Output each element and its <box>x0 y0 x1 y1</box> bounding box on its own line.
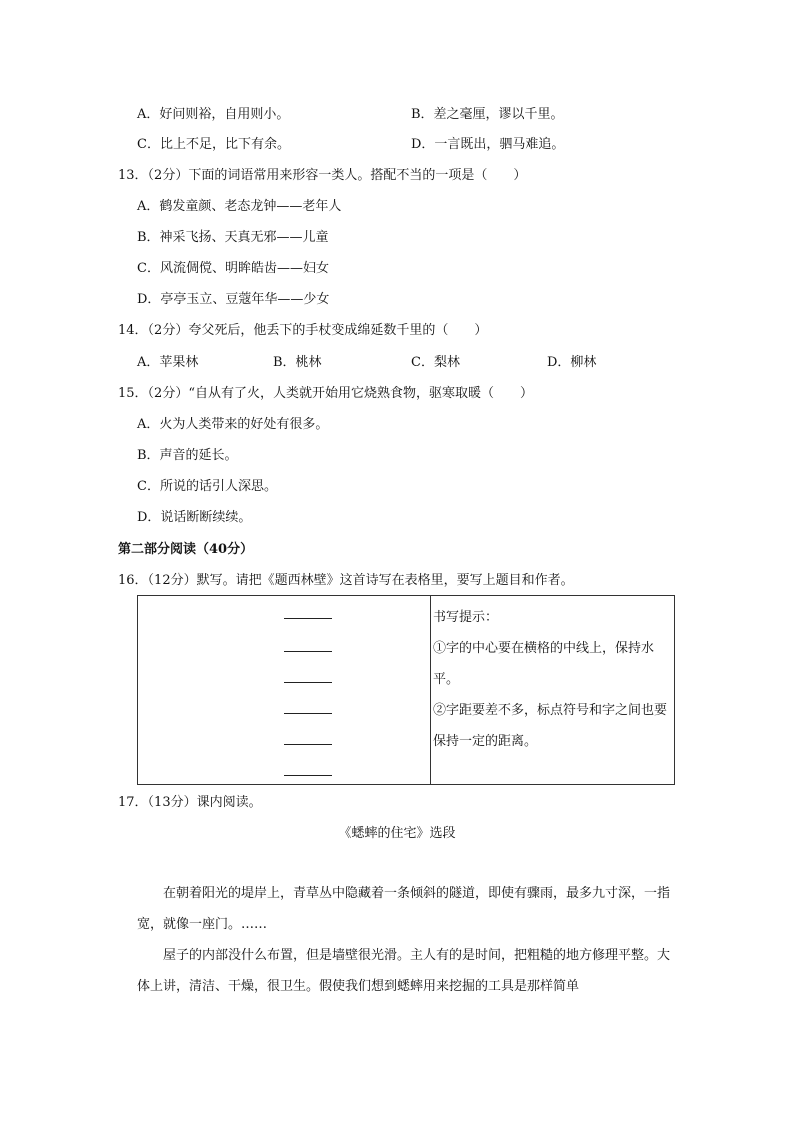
writing-blank-line[interactable] <box>284 682 332 683</box>
writing-tips-title: 书写提示： <box>433 610 499 625</box>
writing-blank-line[interactable] <box>284 775 332 776</box>
q15-option-b: B．声音的延长。 <box>137 448 238 463</box>
q12-option-c: C．比上不足，比下有余。 <box>137 137 290 152</box>
passage-paragraph-2: 屋子的内部没什么布置，但是墙壁很光滑。主人有的是时间，把粗糙的地方修理平整。大体上讲，清洁、干燥，很卫生。假使我们想到蟋蟀用来挖掘的工具是那样简单 <box>137 948 671 994</box>
q13-stem: 13．（2分）下面的词语常用来形容一类人。搭配不当的一项是（ ） <box>118 168 527 183</box>
q15-option-a: A．火为人类带来的好处有很多。 <box>137 417 329 432</box>
q14-option-a: A．苹果林 <box>137 355 199 370</box>
q15-option-d: D．说话断断续续。 <box>137 510 252 525</box>
writing-blank-line[interactable] <box>284 744 332 745</box>
writing-tip-1: ①字的中心要在横格的中线上，保持水平。 <box>433 641 655 687</box>
q14-option-b: B．桃林 <box>273 355 322 370</box>
writing-tip-2: ②字距要差不多，标点符号和字之间也要保持一定的距离。 <box>433 703 668 749</box>
passage-paragraph-1: 在朝着阳光的堤岸上，青草丛中隐藏着一条倾斜的隧道，即使有骤雨，最多九寸深，一指宽，就像一座门。…… <box>137 886 671 932</box>
q13-option-c: C．风流倜傥、明眸皓齿——妇女 <box>137 261 329 276</box>
q17-stem: 17．（13分）课内阅读。 <box>118 795 262 810</box>
q14-option-c: C．梨林 <box>411 355 460 370</box>
section-2-title: 第二部分阅读（40分） <box>118 542 254 557</box>
writing-tips <box>431 602 675 757</box>
q14-stem: 14．（2分）夸父死后，他丢下的手杖变成绵延数千里的（ ） <box>118 323 488 338</box>
q12-option-a: A．好问则裕，自用则小。 <box>137 107 290 122</box>
writing-blank-line[interactable] <box>284 651 332 652</box>
writing-blank-line[interactable] <box>284 713 332 714</box>
q13-option-a: A．鹤发童颜、老态龙钟——老年人 <box>137 199 342 214</box>
q12-option-d: D．一言既出，驷马难追。 <box>411 137 565 152</box>
poem-writing-column[interactable] <box>138 596 431 784</box>
q16-stem: 16．（12分）默写。请把《题西林壁》这首诗写在表格里，要写上题目和作者。 <box>118 573 574 588</box>
q15-option-c: C．所说的话引人深思。 <box>137 479 277 494</box>
q13-option-d: D．亭亭玉立、豆蔻年华——少女 <box>137 292 330 307</box>
q12-option-b: B．差之毫厘，谬以千里。 <box>411 107 564 122</box>
writing-blank-line[interactable] <box>284 618 332 619</box>
passage-title: 《蟋蟀的住宅》选段 <box>338 826 456 841</box>
q15-stem: 15．（2分）“自从有了火，人类就开始用它烧熟食物，驱寒取暖（ ） <box>118 386 533 401</box>
poem-writing-table <box>137 595 675 785</box>
q13-option-b: B．神采飞扬、天真无邪——儿童 <box>137 230 329 245</box>
q14-option-d: D．柳林 <box>547 355 597 370</box>
